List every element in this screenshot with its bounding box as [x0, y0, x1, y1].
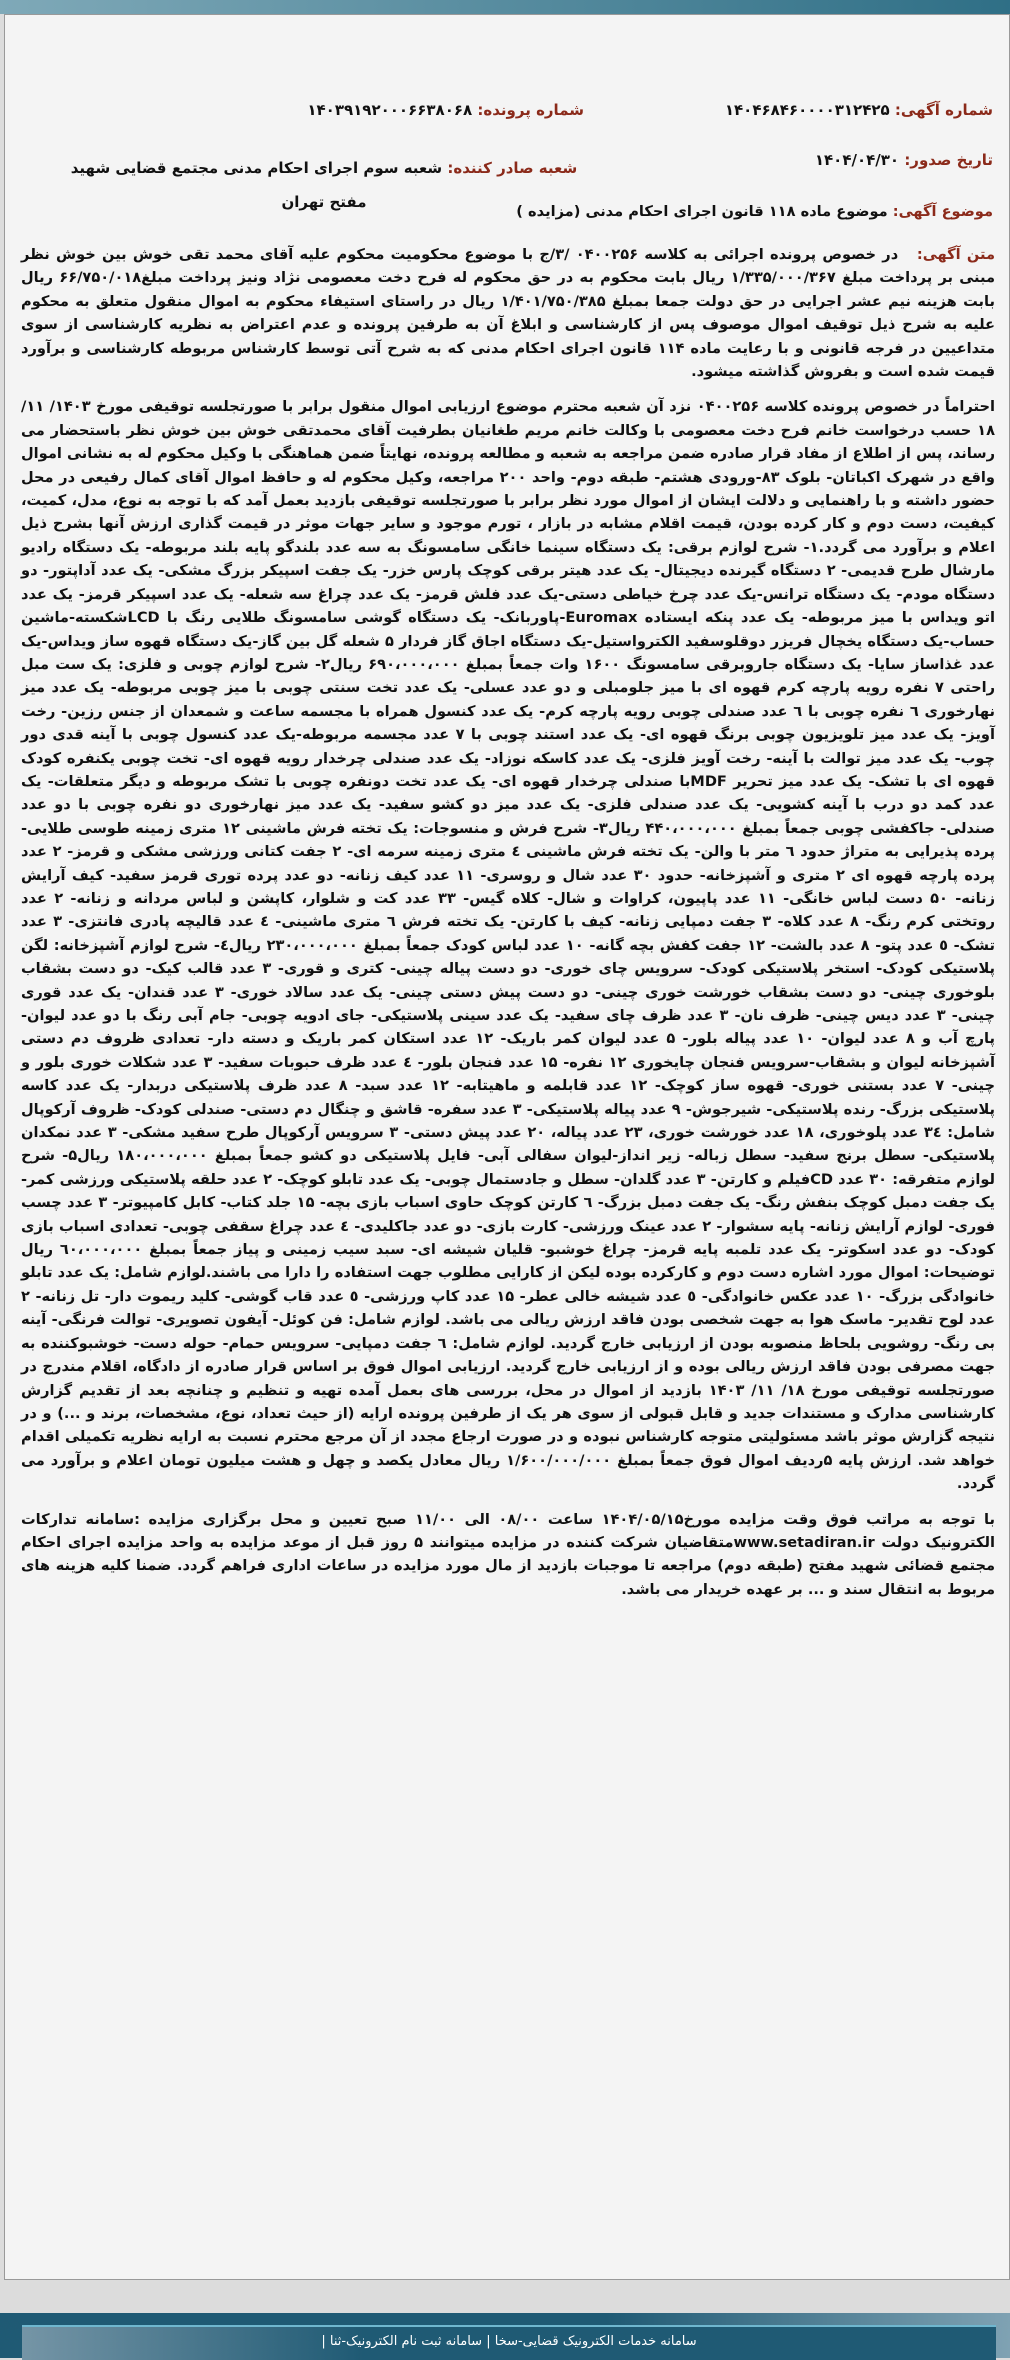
issuing-branch — [64, 151, 584, 219]
body-text-1: در خصوص پرونده اجرائی به کلاسه ۰۴۰۰۲۵۶ /۳/ج با موضوع محکومیت محکوم علیه آقای محمد تقی خوش بین خوش نظر مبنی بر پرداخت مبلغ ۱/۳۳۵/۰۰۰/۳۶۷ ریال بابت محکوم به در حق محکوم له فرح دخت معصومی نژاد ونیز پرداخت مبلغ۶۶/۷۵۰/۰۱۸ ریال بابت هزینه نیم عشر اجرایی در حق دولت جمعا بمبلغ ۱/۴۰۱/۷۵۰/۳۸۵ ریال در راستای استیفاء محکوم به اموال منقول متعلق به محکوم علیه به شرح ذیل توقیف اموال موصوف پس از کارشناسی و ابلاغ آن به طرفین پرونده و عدم اعتراض به نظریه کارشناسی از سوی متداعیین در فرجه قانونی و با رعایت ماده ۱۱۴ قانون اجرای احکام مدنی که به شرح آتی توسط کارشناس مربوطه کارشناسی و برآورد قیمت شده است و بفروش گذاشته میشود. — [21, 246, 995, 381]
top-bar — [0, 0, 1010, 14]
notice-number-value: ۱۴۰۴۶۸۴۶۰۰۰۰۳۱۲۴۲۵ — [724, 101, 890, 119]
issue-date-label: تاریخ صدور: — [904, 151, 993, 169]
footer-separator: | — [486, 2334, 491, 2349]
case-number — [307, 101, 584, 119]
notice-subject — [516, 203, 993, 220]
subject-label: موضوع آگهی: — [892, 203, 993, 220]
footer — [0, 2313, 1010, 2358]
body-paragraph-3: با توجه به مراتب فوق وقت مزایده مورخ۱۴۰۴/۰۵/۱۵ ساعت ۰۸/۰۰ الی ۱۱/۰۰ صبح تعیین و محل برگزاری مزایده :سامانه تدارکات الکترونیک دولت www.setadiran.irمتقاضیان شرکت کننده در مزایده میتوانند ۵ روز قبل از موعد مزایده به واحد مزایده اجرای احکام مجتمع قضائی شهید مفتح (طبقه دوم) مراجعه تا موجبات بازدید از مال مورد مزایده در ساعات اداری فراهم گردد. ضمنا کلیه هزینه های مربوط به انتقال سند و ... بر عهده خریدار می باشد. — [21, 1510, 995, 1598]
body-paragraph-1 — [21, 243, 995, 383]
text-label: متن آگهی: — [916, 246, 995, 263]
case-number-value: ۱۴۰۳۹۱۹۲۰۰۰۶۶۳۸۰۶۸ — [307, 101, 473, 119]
notice-number-label: شماره آگهی: — [894, 101, 993, 119]
issue-date-value: ۱۴۰۴/۰۴/۳۰ — [814, 151, 900, 169]
footer-link-sana[interactable]: سامانه ثبت نام الکترونیک-ثنا — [329, 2334, 483, 2349]
footer-separator: | — [321, 2334, 326, 2349]
footer-link-sakha[interactable]: سامانه خدمات الکترونیک قضایی-سخا — [494, 2334, 697, 2349]
issuing-branch-value: شعبه سوم اجرای احکام مدنی مجتمع قضایی شهید مفتح تهران — [70, 159, 443, 211]
issue-date — [815, 151, 993, 169]
body-paragraph-2: احتراماً در خصوص پرونده کلاسه ۰۴۰۰۲۵۶ نزد آن شعبه محترم موضوع ارزیابی اموال منقول برابر با صورتجلسه توقیفی مورخ ۱۴۰۳/ ۱۱/ ۱۸ حسب درخواست خانم فرح دخت معصومی با وکالت خانم مریم طغانیان بطرفیت آقای محمدتقی خوش بین خوش نظر باستحضار می رساند، پس از اطلاع از مفاد قرار صادره ضمن مراجعه به شعبه و مطالعه پرونده، نهایتاً ضمن هماهنگی با وکیل محکوم له به نشانی اموال واقع در شهرک اکباتان- بلوک ۸۳-ورودی هشتم- طبقه دوم- واحد ۲۰۰ مراجعه، وکیل محکوم له و حافظ اموال آقای کمال رفیعی در محل حضور داشته و با راهنمایی و دلالت ایشان از اموال مورد نظر برابر با صورتجلسه توقیفی بازدید بعمل آمد که با توجه به نوع، مدل، کمیت، کیفیت، دست دوم و کار کرده بودن، قیمت اقلام مشابه در بازار ، تورم موجود و سایر جهات موثر در قیمت گذاری ارزش آنها بشرح ذیل اعلام و برآورد می گردد.۱- شرح لوازم برقی: یک دستگاه سینما خانگی سامسونگ به سه عدد بلندگو پایه بلند مربوطه- یک دستگاه رادیو مارشال طرح قدیمی- ۲ دستگاه گیرنده دیجیتال- یک عدد هیتر برقی کوچک پارس خزر- یک جفت اسپیکر بزرگ مشکی- یک عدد آداپتور- دو دستگاه مودم- یک دستگاه ترانس-یک عدد چرخ خیاطی دستی-یک عدد فلش قرمز- یک عدد چراغ سه شعله- یک عدد اسپیکر قرمز- یک عدد اتو ویداس با میز مربوطه- یک عدد پنکه ایستاده Euromax-پاوربانک- یک دستگاه گوشی سامسونگ طلایی رنگ با LCDشکسته-ماشین حساب-یک دستگاه یخچال فریزر دوقلوسفید الکترواستیل-یک دستگاه اجاق گاز فردار ۵ شعله گل بین گاز-یک دستگاه قهوه ساز ویداس-یک عدد غذاساز سایا- یک دستگاه جاروبرقی سامسونگ ۱۶۰۰ وات جمعاً بمبلغ ۶۹۰،۰۰۰،۰۰۰ ریال۲- شرح لوازم چوبی و فلزی: یک ست مبل راحتی ۷ نفره رویه پارچه کرم قهوه ای با میز جلومبلی و دو عدد عسلی- یک عدد تخت سنتی چوبی با میز چوبی مربوطه- یک عدد میز نهارخوری ٦ نفره چوبی با ٦ عدد صندلی چوبی رویه پارچه کرم- یک عدد کنسول همراه با مجسمه ساعت و شمعدان از جنس رزین- رخت آویز- یک عدد میز تلویزیون چوبی برنگ قهوه ای- یک عدد استند چوبی با ۷ عدد مجسمه مربوطه-یک عدد کنسول چوبی با آینه قدی دور چوب- یک عدد میز توالت با آینه- رخت آویز فلزی- یک عدد کاسکه نوزاد- یک عدد صندلی چرخدار رویه قهوه ای- تخت چوبی یکنفره کودک قهوه ای با تشک- یک عدد میز تحریر MDFبا صندلی چرخدار قهوه ای- یک عدد تخت دونفره چوبی با تشک مربوطه و دیگر متعلقات- یک عدد کمد دو درب با آینه کشویی- یک عدد صندلی فلزی- یک عدد میز دو کشو سفید- یک عدد میز نهارخوری دو نفره چوبی با دو عدد صندلی- جاکفشی چوبی جمعاً بمبلغ ۴۴۰،۰۰۰،۰۰۰ ریال۳- شرح فرش و منسوجات: یک تخته فرش ماشینی ۱۲ متری زمینه طوسی طلایی- پرده پذیرایی به متراژ حدود ٦ متر با والن- یک تخته فرش ماشینی ٤ متری زمینه سرمه ای- ۲ جفت کتانی ورزشی مشکی و قرمز- ۲ عدد پرده پارچه قهوه ای ۲ متری و آشپزخانه- حدود ۳۰ عدد شال و روسری- ۱۱ عدد کیف زنانه- دو عدد پرده توری قرمز سفید- کیف آرایش زنانه- ۵۰ دست لباس خانگی- ۱۱ عدد پاپیون، کراوات و شال- کلاه گیس- ۳۳ عدد کت و شلوار، کاپشن و لباس مردانه و زنانه- ۲ عدد روتختی کرم رنگ- ۸ عدد کلاه- ۳ جفت دمپایی زنانه- کیف با کارتن- یک تخته فرش ٦ متری ماشینی- ٤ عدد قالیچه پادری فانتزی- ۳ عدد تشک- ٥ عدد پتو- ٨ عدد بالشت- ۱۲ جفت کفش بچه گانه- ۱۰ عدد لباس کودک جمعاً بمبلغ ۲۳۰،۰۰۰،۰۰۰ ریال٤- شرح لوازم آشپزخانه: لگن پلاستیکی کودک- استخر پلاستیکی کودک- سرویس چای خوری- دو دست پیاله چینی- کتری و قوری- ۳ عدد قالب کیک- دو دست بشقاب بلوخوری چینی- دو دست بشقاب خورشت خوری چینی- دو دست پیش دستی چینی- یک عدد سالاد خوری- ۳ عدد قندان- یک عدد قوری چینی- ۳ عدد دیس چینی- ظرف نان- ۳ عدد ظرف چای سفید- یک عدد سینی پلاستیکی- جای ادویه چوبی- جام آبی رنگ با دو عدد لیوان- پارچ آب و ۸ عدد لیوان- ۱۰ عدد پیاله بلور- ۵ عدد لیوان کمر باریک- ۱۲ عدد استکان کمر باریک و دسته دار- تعدادی ظروف دم دستی آشپزخانه لیوان و بشقاب-سرویس فنجان چایخوری ۱۲ نفره- ۱۵ عدد فنجان بلور- ٤ عدد ظرف حبوبات سفید- ۳ عدد شکلات خوری بلور و چینی- ۷ عدد بستنی خوری- قهوه ساز کوچک- ۱۲ عدد قابلمه و ماهیتابه- ۱۲ عدد سبد- ۸ عدد ظرف پلاستیکی دربدار- یک عدد کاسه پلاستیکی بزرگ- رنده پلاستیکی- شیرجوش- ۹ عدد پیاله پلاستیکی- ۳ عدد سفره- قاشق و چنگال دم دستی- صندلی کودک- ظروف آرکوپال شامل: ۳٤ عدد پلوخوری، ۱۸ عدد خورشت خوری، ۲۳ عدد پیاله، ۲۰ عدد پیش دستی- ۳ سرویس آرکوپال طرح سفید مشکی- ۳ عدد نمکدان پلاستیکی- سطل برنج سفید- سطل زباله- زیر انداز-لیوان سفالی آبی- فایل پلاستیکی دو کشو جمعاً بمبلغ ۱۸۰،۰۰۰،۰۰۰ ریال۵- شرح لوازم متفرقه: ۳۰ عدد CDفیلم و کارتن- ۳ عدد گلدان- سطل و جادستمال چوبی- یک عدد تابلو کوچک- ۲ عدد حلقه پلاستیکی ورزشی کمر- یک جفت دمبل کوچک بنفش رنگ- یک جفت دمبل بزرگ- ٦ کارتن کوچک حاوی اسباب بازی بچه- ۱۵ جلد کتاب- کابل کامپیوتر- ۳ عدد چسب فوری- لوازم آرایش زنانه- پایه سشوار- ۲ عدد عینک ورزشی- کارت بازی- دو عدد جاکلیدی- ٤ عدد چراغ سقفی چوبی- تعدادی اسباب بازی کودک- دو عدد اسکوتر- یک عدد تلمبه پایه قرمز- چراغ خوشبو- قلیان شیشه ای- سبد سیب زمینی و پیاز جمعاً بمبلغ ٦۰،۰۰۰،۰۰۰ ریال توضیحات: اموال مورد اشاره دست دوم و کارکرده بوده لیکن از کارایی مطلوب جهت استفاده را دارا می باشند.لوازم شامل: یک عدد تابلو خانوادگی بزرگ- ۱۰ عدد عکس خانوادگی- ٥ عدد شیشه خالی عطر- ۱۵ عدد کاپ ورزشی- ٥ عدد قاب گوشی- کلید ریموت دار- تل زنانه- ۲ عدد لوح تقدیر- ماسک هوا به جهت شخصی بودن فاقد ارزش ریالی می باشد. لوازم شامل: فن کوئل- آیفون تصویری- توالت فرنگی- آینه بی رنگ- روشویی بلحاظ منصوبه بودن از ارزیابی خارج گردید. لوازم شامل: ٦ جفت دمپایی- سرویس حمام- حوله دست- خوشبوکننده به جهت مصرفی بودن فاقد ارزش ریالی بوده و از ارزیابی خارج گردید. ارزیابی اموال فوق بر اساس قرار صادره از دادگاه، اقلام مندرج در صورتجلسه توقیفی مورخ ۱۸/ ۱۱/ ۱۴۰۳ بازدید از اموال در محل، بررسی های بعمل آمده تهیه و تنظیم و چنانچه بعد از تقدیم گزارش کارشناسی مدارک و مستندات جدید و قابل قبولی از سوی هر یک از طرفین پرونده ارایه (از حیث تعداد، نوع، مشخصات، برند و ...) و در نتیجه گزارش موثر باشد مسئولیتی متوجه کارشناس نبوده و در صورت ارجاع مجدد از آن مرجع محترم نسبت به ارایه نظریه تکمیلی اقدام خواهد شد. ارزش پایه ۵ردیف اموال فوق جمعاً بمبلغ ۱/۶۰۰/۰۰۰/۰۰۰ ریال معادل یکصد و چهل و هشت میلیون تومان اعلام و برآورد می گردد. — [21, 398, 996, 1493]
subject-value: موضوع ماده ۱۱۸ قانون اجرای احکام مدنی (مزایده ) — [516, 203, 888, 220]
notice-body — [21, 243, 995, 1613]
footer-links — [22, 2325, 996, 2360]
notice-card — [4, 14, 1010, 2280]
issuing-branch-label: شعبه صادر کننده: — [447, 159, 578, 177]
case-number-label: شماره پرونده: — [477, 101, 584, 119]
notice-number — [725, 101, 993, 119]
